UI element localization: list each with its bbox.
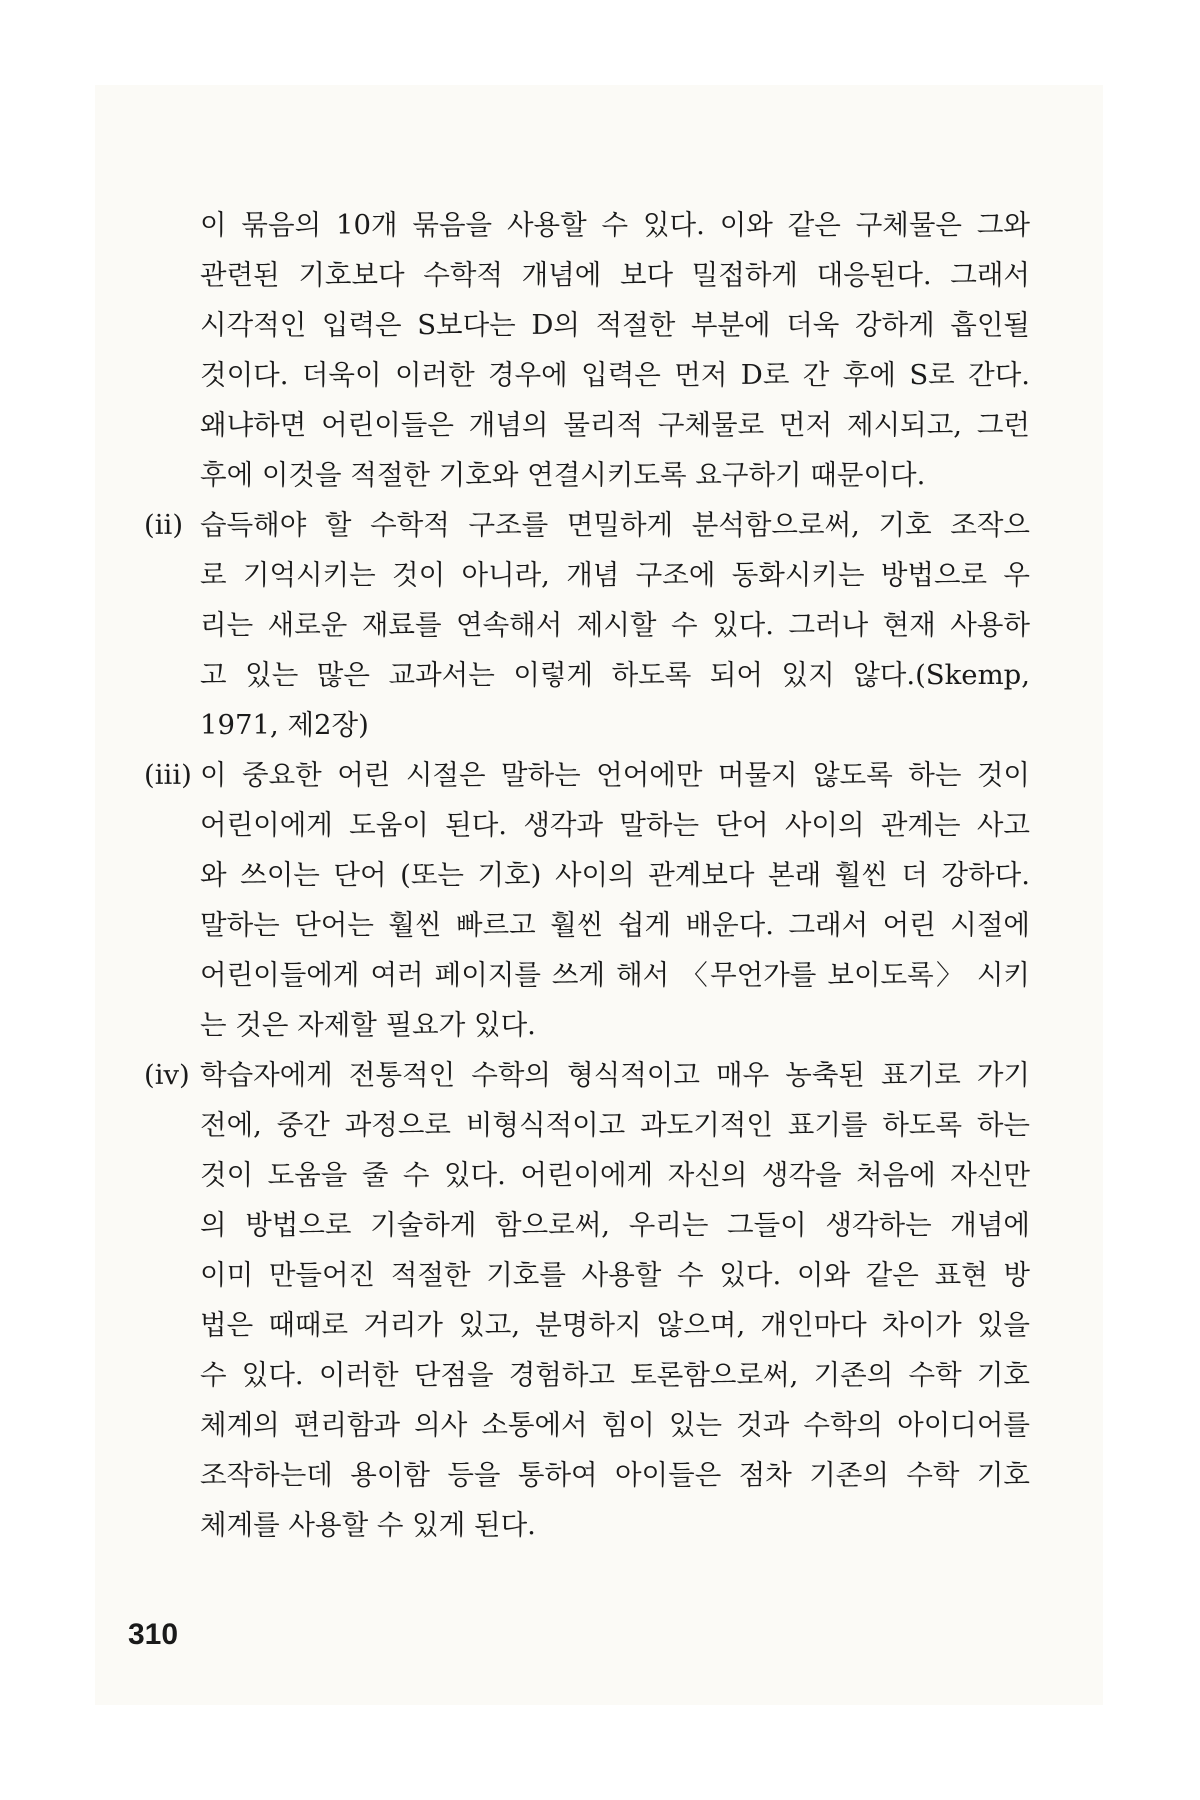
text-line: 것이다. 더욱이 이러한 경우에 입력은 먼저 D로 간 후에 S로 간다. xyxy=(200,359,1030,391)
text-line: 1971, 제2장) xyxy=(200,709,369,741)
text-line: 와 쓰이는 단어 (또는 기호) 사이의 관계보다 본래 훨씬 더 강하다. xyxy=(200,859,1030,891)
text-line: 는 것은 자제할 필요가 있다. xyxy=(200,1009,536,1041)
text-line: 왜냐하면 어린이들은 개념의 물리적 구체물로 먼저 제시되고, 그런 xyxy=(200,409,1030,441)
text-line: 체계의 편리함과 의사 소통에서 힘이 있는 것과 수학의 아이디어를 xyxy=(200,1409,1030,1441)
text-line: 어린이에게 도움이 된다. 생각과 말하는 단어 사이의 관계는 사고 xyxy=(200,809,1030,841)
text-line: 후에 이것을 적절한 기호와 연결시키도록 요구하기 때문이다. xyxy=(200,459,926,491)
text-line: 리는 새로운 재료를 연속해서 제시할 수 있다. 그러나 현재 사용하 xyxy=(200,609,1030,641)
text-line: 의 방법으로 기술하게 함으로써, 우리는 그들이 생각하는 개념에 xyxy=(200,1209,1030,1241)
text-line: 이 묶음의 10개 묶음을 사용할 수 있다. 이와 같은 구체물은 그와 xyxy=(200,209,1030,241)
text-line: 어린이들에게 여러 페이지를 쓰게 해서 〈무언가를 보이도록〉 시키 xyxy=(200,959,1030,991)
item-marker: (ii) xyxy=(144,509,184,541)
text-line: 조작하는데 용이함 등을 통하여 아이들은 점차 기존의 수학 기호 xyxy=(200,1459,1030,1491)
text-line: 수 있다. 이러한 단점을 경험하고 토론함으로써, 기존의 수학 기호 xyxy=(200,1359,1030,1391)
page-number: 310 xyxy=(128,1618,179,1651)
list-item-iv xyxy=(144,1050,1030,1550)
text-line: 고 있는 많은 교과서는 이렇게 하도록 되어 있지 않다.(Skemp, xyxy=(200,659,1030,691)
text-line: 습득해야 할 수학적 구조를 면밀하게 분석함으로써, 기호 조작으 xyxy=(200,509,1030,541)
text-line: 로 기억시키는 것이 아니라, 개념 구조에 동화시키는 방법으로 우 xyxy=(200,559,1030,591)
list-item-ii xyxy=(144,500,1030,750)
text-line: 이미 만들어진 적절한 기호를 사용할 수 있다. 이와 같은 표현 방 xyxy=(200,1259,1030,1291)
intro-paragraph xyxy=(200,200,1030,500)
text-line: 시각적인 입력은 S보다는 D의 적절한 부분에 더욱 강하게 흡인될 xyxy=(200,309,1030,341)
text-line: 전에, 중간 과정으로 비형식적이고 과도기적인 표기를 하도록 하는 xyxy=(200,1109,1030,1141)
item-marker: (iii) xyxy=(144,759,192,791)
text-line: 이 중요한 어린 시절은 말하는 언어에만 머물지 않도록 하는 것이 xyxy=(200,759,1030,791)
text-line: 것이 도움을 줄 수 있다. 어린이에게 자신의 생각을 처음에 자신만 xyxy=(200,1159,1030,1191)
text-line: 법은 때때로 거리가 있고, 분명하지 않으며, 개인마다 차이가 있을 xyxy=(200,1309,1030,1341)
body-text xyxy=(144,200,1030,1550)
text-line: 관련된 기호보다 수학적 개념에 보다 밀접하게 대응된다. 그래서 xyxy=(200,259,1030,291)
text-line: 학습자에게 전통적인 수학의 형식적이고 매우 농축된 표기로 가기 xyxy=(200,1059,1030,1091)
text-line: 말하는 단어는 훨씬 빠르고 훨씬 쉽게 배운다. 그래서 어린 시절에 xyxy=(200,909,1030,941)
text-line: 체계를 사용할 수 있게 된다. xyxy=(200,1509,536,1541)
item-marker: (iv) xyxy=(144,1059,190,1091)
list-item-iii xyxy=(144,750,1030,1050)
